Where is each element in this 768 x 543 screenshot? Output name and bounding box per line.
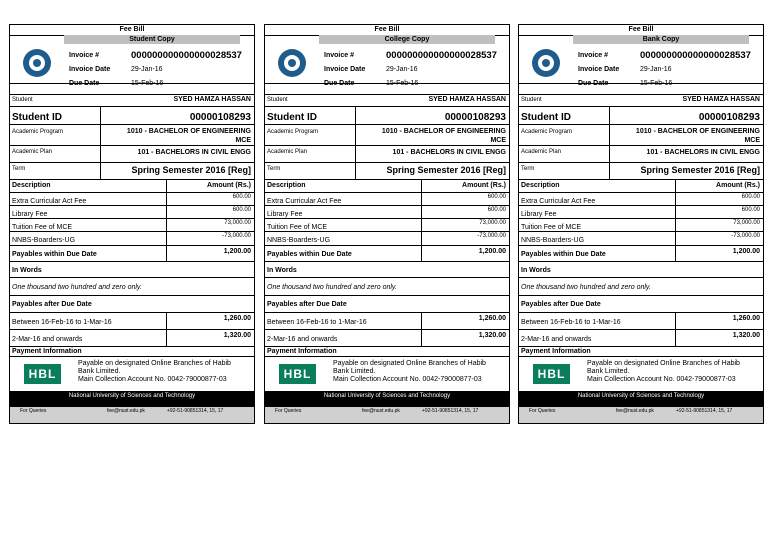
- payables-due-label: Payables within Due Date: [267, 251, 352, 258]
- hbl-logo-icon: HBL: [279, 364, 316, 384]
- queries-phone: +92-51-90851314, 15, 17: [167, 408, 224, 414]
- after-due-period: Between 16-Feb-16 to 1-Mar-16: [12, 319, 112, 326]
- academic-plan: 101 - BACHELORS IN CIVIL ENGG: [137, 149, 251, 156]
- after-due-amount: 1,320.00: [732, 332, 760, 339]
- payment-line-1: Payable on designated Online Branches of Habib: [333, 360, 486, 367]
- fee-amount: 600.00: [232, 194, 251, 200]
- invoice-number: 000000000000000028537: [386, 50, 497, 61]
- after-due-amount: 1,320.00: [223, 332, 251, 339]
- academic-program-label: Academic Program: [12, 129, 64, 135]
- in-words-label: In Words: [521, 267, 551, 274]
- fee-amount: 600.00: [741, 207, 760, 213]
- student-label: Student: [267, 97, 288, 103]
- fee-description: Extra Curricular Act Fee: [521, 198, 596, 205]
- queries-email[interactable]: fee@nust.edu.pk: [362, 408, 400, 414]
- bill-title: Fee Bill: [10, 25, 254, 36]
- hbl-logo-icon: HBL: [533, 364, 570, 384]
- fee-description: Extra Curricular Act Fee: [12, 198, 87, 205]
- queries-phone: +92-51-90851314, 15, 17: [422, 408, 479, 414]
- term: Spring Semester 2016 [Reg]: [131, 165, 251, 175]
- amount-header: Amount (Rs.): [207, 182, 251, 189]
- student-label: Student: [521, 97, 542, 103]
- fee-description: NNBS-Boarders-UG: [267, 237, 331, 244]
- in-words-label: In Words: [12, 267, 42, 274]
- in-words: One thousand two hundred and zero only.: [12, 284, 142, 291]
- academic-program: 1010 - BACHELOR OF ENGINEERING: [126, 128, 251, 135]
- after-due-amount: 1,260.00: [223, 315, 251, 322]
- term-label: Term: [267, 166, 281, 172]
- term: Spring Semester 2016 [Reg]: [386, 165, 506, 175]
- payables-due-amount: 1,200.00: [223, 248, 251, 255]
- after-due-period: 2-Mar-16 and onwards: [267, 336, 338, 343]
- fee-amount: 600.00: [741, 194, 760, 200]
- invoice-number: 000000000000000028537: [131, 50, 242, 61]
- university-logo-icon: [278, 49, 306, 77]
- academic-program-sub: MCE: [490, 137, 506, 144]
- term: Spring Semester 2016 [Reg]: [640, 165, 760, 175]
- after-due-amount: 1,260.00: [478, 315, 506, 322]
- student-id: 00000108293: [189, 112, 251, 123]
- academic-plan-label: Academic Plan: [521, 149, 562, 155]
- fee-amount: 600.00: [232, 207, 251, 213]
- due-date: 15-Feb-16: [131, 80, 164, 87]
- payment-info-label: Payment Information: [267, 348, 337, 355]
- after-due-period: Between 16-Feb-16 to 1-Mar-16: [267, 319, 367, 326]
- due-date-label: Due Date: [324, 80, 355, 87]
- after-due-amount: 1,260.00: [732, 315, 760, 322]
- payment-line-3: Main Collection Account No. 0042-79000877-03: [587, 376, 736, 383]
- payment-line-3: Main Collection Account No. 0042-79000877-03: [333, 376, 482, 383]
- payment-line-2: Bank Limited.: [333, 368, 376, 375]
- due-date: 15-Feb-16: [640, 80, 673, 87]
- academic-program: 1010 - BACHELOR OF ENGINEERING: [381, 128, 506, 135]
- fee-amount: -73,000.00: [731, 233, 760, 239]
- description-header: Description: [12, 182, 51, 189]
- in-words: One thousand two hundred and zero only.: [521, 284, 651, 291]
- invoice-date: 29-Jan-16: [131, 66, 163, 73]
- in-words: One thousand two hundred and zero only.: [267, 284, 397, 291]
- fee-description: Tuition Fee of MCE: [12, 224, 73, 231]
- due-date-label: Due Date: [578, 80, 609, 87]
- fee-bill: [264, 24, 510, 424]
- queries-label: For Queries: [20, 408, 47, 414]
- invoice-number: 000000000000000028537: [640, 50, 751, 61]
- payment-line-2: Bank Limited.: [78, 368, 121, 375]
- invoice-date-label: Invoice Date: [578, 66, 620, 73]
- copy-label: College Copy: [319, 35, 495, 44]
- student-id-label: Student ID: [12, 112, 62, 123]
- fee-description: NNBS-Boarders-UG: [12, 237, 76, 244]
- fee-amount: -73,000.00: [477, 233, 506, 239]
- queries-email[interactable]: fee@nust.edu.pk: [616, 408, 654, 414]
- payables-due-amount: 1,200.00: [732, 248, 760, 255]
- fee-amount: 73,000.00: [733, 220, 760, 226]
- invoice-label: Invoice #: [578, 52, 608, 59]
- academic-plan: 101 - BACHELORS IN CIVIL ENGG: [392, 149, 506, 156]
- payment-line-1: Payable on designated Online Branches of Habib: [587, 360, 740, 367]
- term-label: Term: [12, 166, 26, 172]
- payables-due-amount: 1,200.00: [478, 248, 506, 255]
- copy-label: Bank Copy: [573, 35, 749, 44]
- academic-program-label: Academic Program: [521, 129, 573, 135]
- after-due-period: 2-Mar-16 and onwards: [521, 336, 592, 343]
- queries-label: For Queries: [529, 408, 556, 414]
- hbl-logo-icon: HBL: [24, 364, 61, 384]
- fee-amount: 73,000.00: [224, 220, 251, 226]
- fee-bill: [518, 24, 764, 424]
- due-date-label: Due Date: [69, 80, 100, 87]
- payment-info-label: Payment Information: [521, 348, 591, 355]
- after-due-period: 2-Mar-16 and onwards: [12, 336, 83, 343]
- invoice-date-label: Invoice Date: [324, 66, 366, 73]
- queries-email[interactable]: fee@nust.edu.pk: [107, 408, 145, 414]
- fee-description: Extra Curricular Act Fee: [267, 198, 342, 205]
- payment-line-1: Payable on designated Online Branches of Habib: [78, 360, 231, 367]
- university-footer: National University of Sciences and Technology: [10, 391, 254, 407]
- student-label: Student: [12, 97, 33, 103]
- term-label: Term: [521, 166, 535, 172]
- fee-amount: -73,000.00: [222, 233, 251, 239]
- payment-line-2: Bank Limited.: [587, 368, 630, 375]
- academic-program-sub: MCE: [235, 137, 251, 144]
- payables-due-label: Payables within Due Date: [521, 251, 606, 258]
- university-footer: National University of Sciences and Technology: [519, 391, 763, 407]
- payables-due-label: Payables within Due Date: [12, 251, 97, 258]
- payment-info-label: Payment Information: [12, 348, 82, 355]
- student-name: SYED HAMZA HASSAN: [682, 96, 760, 103]
- academic-plan-label: Academic Plan: [267, 149, 308, 155]
- queries-label: For Queries: [275, 408, 302, 414]
- academic-program-sub: MCE: [744, 137, 760, 144]
- fee-description: Tuition Fee of MCE: [267, 224, 328, 231]
- after-due-period: Between 16-Feb-16 to 1-Mar-16: [521, 319, 621, 326]
- invoice-date-label: Invoice Date: [69, 66, 111, 73]
- academic-plan-label: Academic Plan: [12, 149, 53, 155]
- queries-phone: +92-51-90851314, 15, 17: [676, 408, 733, 414]
- student-id: 00000108293: [444, 112, 506, 123]
- amount-header: Amount (Rs.): [716, 182, 760, 189]
- invoice-label: Invoice #: [69, 52, 99, 59]
- in-words-label: In Words: [267, 267, 297, 274]
- payables-after-label: Payables after Due Date: [12, 301, 92, 308]
- copy-label: Student Copy: [64, 35, 240, 44]
- university-logo-icon: [532, 49, 560, 77]
- due-date: 15-Feb-16: [386, 80, 419, 87]
- fee-amount: 73,000.00: [479, 220, 506, 226]
- academic-program: 1010 - BACHELOR OF ENGINEERING: [635, 128, 760, 135]
- invoice-label: Invoice #: [324, 52, 354, 59]
- fee-amount: 600.00: [487, 194, 506, 200]
- student-name: SYED HAMZA HASSAN: [173, 96, 251, 103]
- university-logo-icon: [23, 49, 51, 77]
- invoice-date: 29-Jan-16: [386, 66, 418, 73]
- fee-description: Library Fee: [521, 211, 557, 218]
- academic-plan: 101 - BACHELORS IN CIVIL ENGG: [646, 149, 760, 156]
- fee-description: Library Fee: [267, 211, 303, 218]
- after-due-amount: 1,320.00: [478, 332, 506, 339]
- student-name: SYED HAMZA HASSAN: [428, 96, 506, 103]
- payables-after-label: Payables after Due Date: [267, 301, 347, 308]
- description-header: Description: [267, 182, 306, 189]
- student-id-label: Student ID: [521, 112, 571, 123]
- fee-description: Library Fee: [12, 211, 48, 218]
- university-footer: National University of Sciences and Technology: [265, 391, 509, 407]
- fee-description: NNBS-Boarders-UG: [521, 237, 585, 244]
- fee-amount: 600.00: [487, 207, 506, 213]
- bill-title: Fee Bill: [519, 25, 763, 36]
- bill-title: Fee Bill: [265, 25, 509, 36]
- fee-bill: [9, 24, 255, 424]
- amount-header: Amount (Rs.): [462, 182, 506, 189]
- fee-description: Tuition Fee of MCE: [521, 224, 582, 231]
- academic-program-label: Academic Program: [267, 129, 319, 135]
- description-header: Description: [521, 182, 560, 189]
- student-id-label: Student ID: [267, 112, 317, 123]
- invoice-date: 29-Jan-16: [640, 66, 672, 73]
- payment-line-3: Main Collection Account No. 0042-79000877-03: [78, 376, 227, 383]
- payables-after-label: Payables after Due Date: [521, 301, 601, 308]
- student-id: 00000108293: [698, 112, 760, 123]
